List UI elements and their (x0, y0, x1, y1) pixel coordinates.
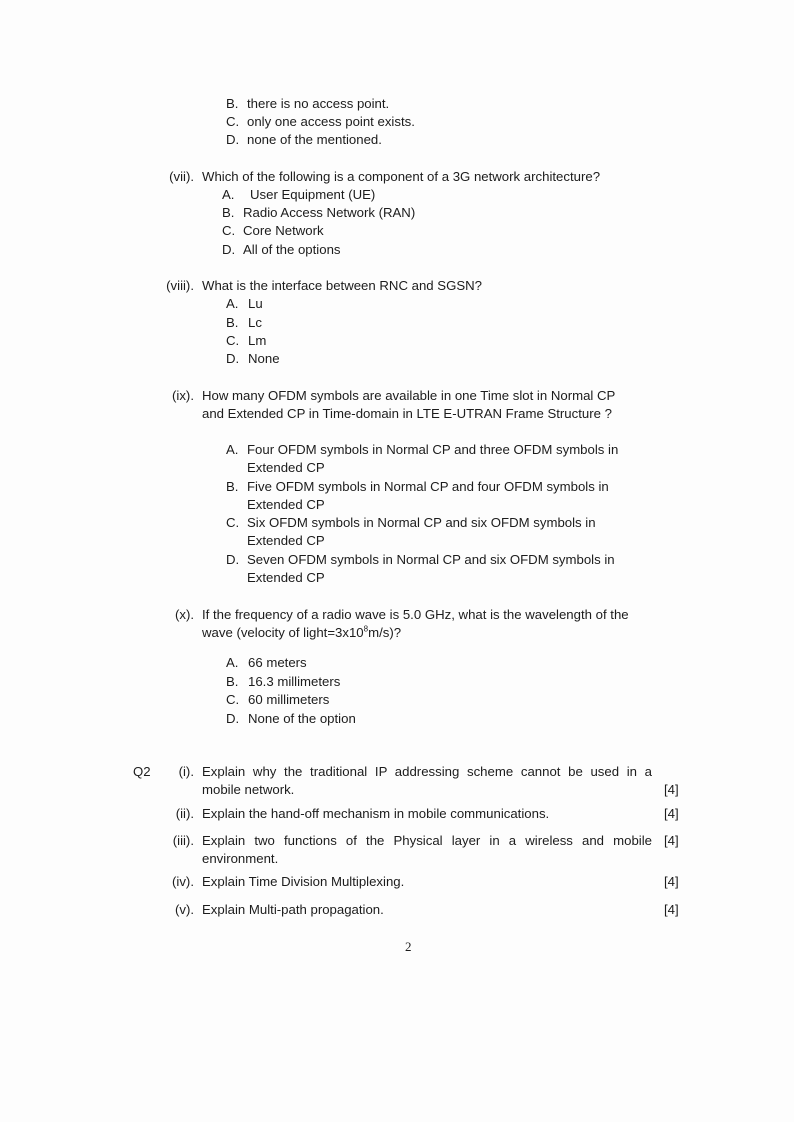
option-text: 66 meters (248, 655, 307, 670)
question-text: Which of the following is a component of a 3G network architecture? (202, 169, 601, 184)
page-number: 2 (405, 939, 412, 954)
question-number: (iv). (172, 874, 194, 889)
question-text-line2: environment. (202, 851, 279, 866)
question-number: (iii). (172, 833, 194, 848)
question-text: What is the interface between RNC and SGSN? (202, 278, 483, 293)
option-text: 16.3 millimeters (248, 674, 341, 689)
option-text-line2: Extended CP (247, 533, 325, 548)
question-label: Q2 (133, 764, 151, 779)
option-letter: C. (226, 692, 240, 707)
option-letter: C. (226, 114, 240, 129)
option-text: All of the options (243, 242, 341, 257)
question-number: (v). (174, 902, 194, 917)
option-text: none of the mentioned. (247, 132, 382, 147)
option-text: User Equipment (UE) (250, 187, 376, 202)
option-letter: B. (226, 315, 239, 330)
question-number: (ix). (172, 388, 194, 403)
question-text-line1: If the frequency of a radio wave is 5.0 GHz, what is the wavelength of the (202, 607, 629, 622)
marks: [4] (664, 874, 679, 889)
option-letter: D. (226, 132, 240, 147)
question-number: (ii). (175, 806, 194, 821)
question-text-line1: Explain why the traditional IP addressing scheme cannot be used in a (202, 764, 652, 779)
option-letter: B. (226, 96, 239, 111)
option-letter: C. (226, 333, 240, 348)
option-text: Core Network (243, 223, 324, 238)
option-text: there is no access point. (247, 96, 390, 111)
option-text-line1: Five OFDM symbols in Normal CP and four OFDM symbols in (247, 479, 609, 494)
option-letter: B. (222, 205, 235, 220)
option-letter: D. (226, 351, 240, 366)
option-text-line1: Four OFDM symbols in Normal CP and three OFDM symbols in (247, 442, 619, 457)
marks: [4] (664, 902, 679, 917)
marks: [4] (664, 833, 679, 848)
option-letter: C. (222, 223, 236, 238)
superscript: 8 (363, 624, 369, 634)
question-text-line2: mobile network. (202, 782, 295, 797)
question-number: (viii). (166, 278, 194, 293)
option-text: None of the option (248, 711, 356, 726)
question-text-line1: Explain the hand-off mechanism in mobile communications. (202, 806, 550, 821)
question-text-line1: Explain Multi-path propagation. (202, 902, 384, 917)
question-text-line2: wave (velocity of $light=3x10^8m/s$)? (202, 624, 402, 640)
option-letter: D. (226, 552, 240, 567)
option-text: 60 millimeters (248, 692, 330, 707)
option-text-line1: Six OFDM symbols in Normal CP and six OFDM symbols in (247, 515, 596, 530)
question-text-line2: and Extended CP in Time-domain in LTE E-UTRAN Frame Structure ? (202, 406, 612, 421)
option-letter: B. (226, 674, 239, 689)
option-letter: C. (226, 515, 240, 530)
option-text-line2: Extended CP (247, 460, 325, 475)
option-text: only one access point exists. (247, 114, 415, 129)
option-text: Lm (248, 333, 267, 348)
option-text: None (248, 351, 280, 366)
question-number: (x). (174, 607, 194, 622)
option-letter: A. (226, 655, 239, 670)
question-text-line1: How many OFDM symbols are available in one Time slot in Normal CP (202, 388, 616, 403)
question-number: (i). (178, 764, 194, 779)
option-text: Lc (248, 315, 262, 330)
option-text-line1: Seven OFDM symbols in Normal CP and six OFDM symbols in (247, 552, 615, 567)
option-letter: D. (222, 242, 236, 257)
question-text-line1: Explain two functions of the Physical layer in a wireless and mobile (202, 833, 652, 848)
option-text: Lu (248, 296, 263, 311)
option-letter: A. (226, 442, 239, 457)
question-number: (vii). (169, 169, 194, 184)
question-text-line1: Explain Time Division Multiplexing. (202, 874, 405, 889)
marks: [4] (664, 806, 679, 821)
option-letter: B. (226, 479, 239, 494)
option-text: Radio Access Network (RAN) (243, 205, 416, 220)
marks: [4] (664, 782, 679, 797)
option-text-line2: Extended CP (247, 497, 325, 512)
option-text-line2: Extended CP (247, 570, 325, 585)
option-letter: D. (226, 711, 240, 726)
option-letter: A. (222, 187, 235, 202)
option-letter: A. (226, 296, 239, 311)
